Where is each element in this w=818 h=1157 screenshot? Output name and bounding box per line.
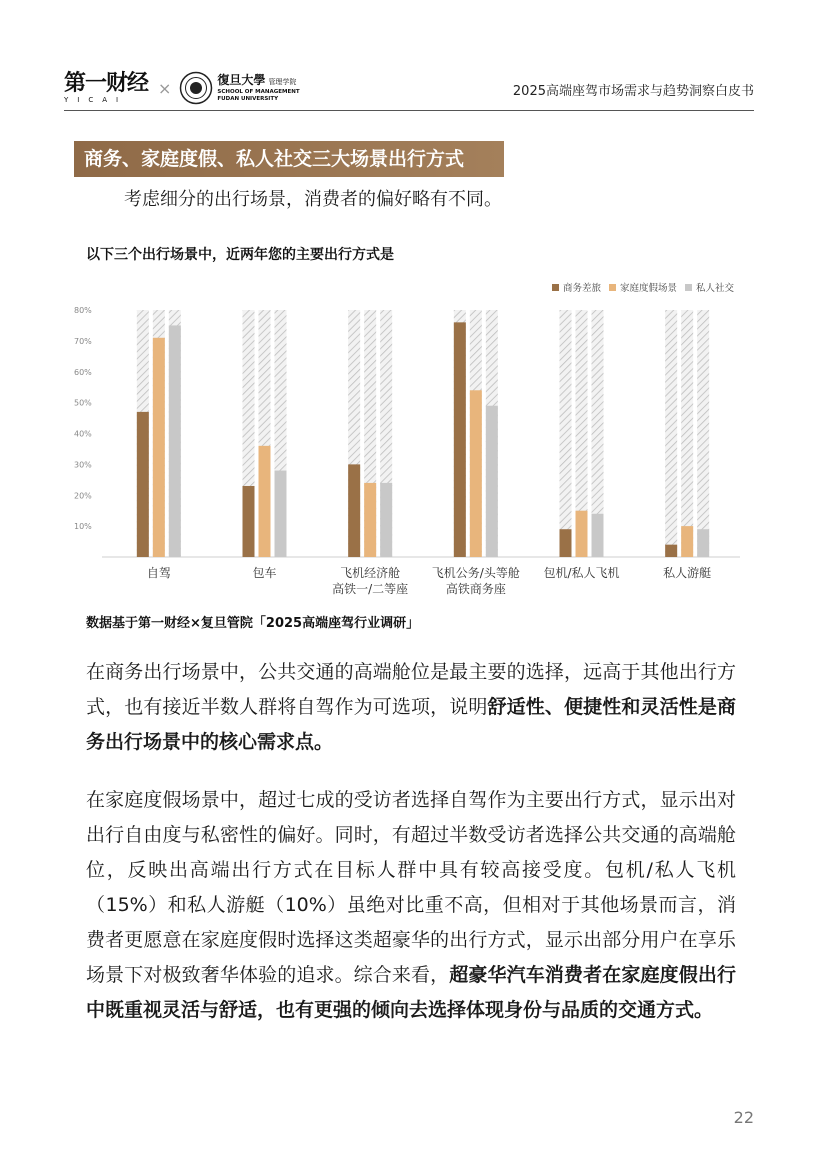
paragraph-business: 在商务出行场景中，公共交通的高端舱位是最主要的选择，远高于其他出行方式，也有接近半数人群将自驾作为可选项，说明舒适性、便捷性和灵活性是商务出行场景中的核心需求点。 xyxy=(86,661,736,753)
legend-swatch xyxy=(685,284,692,291)
bar-chart xyxy=(70,298,750,598)
chart-legend xyxy=(544,280,734,294)
yicai-logo-cn: 第一财经 xyxy=(64,70,149,96)
legend-label: 家庭度假场景 xyxy=(619,283,677,294)
yicai-logo xyxy=(64,70,149,104)
x-category-label: 私人游艇 xyxy=(663,566,712,580)
bar-background xyxy=(681,310,693,557)
bar-0-0 xyxy=(137,412,149,557)
bar-1-0 xyxy=(243,486,255,557)
bar-2-0 xyxy=(348,464,360,557)
y-tick-label: 60% xyxy=(74,367,92,377)
legend-label: 商务差旅 xyxy=(562,283,601,294)
y-tick-label: 50% xyxy=(74,398,92,408)
bar-0-1 xyxy=(153,338,165,557)
bar-3-1 xyxy=(470,390,482,557)
bar-2-2 xyxy=(380,483,392,557)
x-category-label: 飞机经济舱 xyxy=(340,566,401,580)
bar-background xyxy=(560,310,572,557)
logo-separator: × xyxy=(158,78,172,98)
section-title: 商务、家庭度假、私人社交三大场景出行方式 xyxy=(74,141,504,177)
x-category-label: 高铁一/二等座 xyxy=(332,582,409,596)
bar-5-2 xyxy=(697,529,709,557)
fudan-logo-cn: 復旦大學 管理学院 xyxy=(217,72,297,87)
x-category-label: 自驾 xyxy=(146,566,171,580)
bar-4-1 xyxy=(576,511,588,557)
bar-3-0 xyxy=(454,322,466,557)
fudan-logo-en-1: SCHOOL OF MANAGEMENT xyxy=(217,88,300,95)
legend-swatch xyxy=(609,284,616,291)
x-category-label: 包车 xyxy=(252,566,277,580)
x-category-label: 包机/私人飞机 xyxy=(543,566,620,580)
bar-3-2 xyxy=(486,406,498,557)
fudan-logo-en-2: FUDAN UNIVERSITY xyxy=(217,95,279,102)
y-tick-label: 80% xyxy=(74,306,92,315)
header-divider xyxy=(64,110,754,111)
paragraph-business-emphasis: 舒适性、便捷性和灵活性是商务出行场景中的核心需求点。 xyxy=(86,696,736,753)
document-title: 2025高端座驾市场需求与趋势洞察白皮书 xyxy=(512,84,754,99)
y-tick-label: 10% xyxy=(74,522,92,532)
bar-0-2 xyxy=(169,325,181,557)
y-tick-label: 20% xyxy=(74,491,92,501)
y-tick-label: 30% xyxy=(74,460,92,470)
bar-5-0 xyxy=(665,545,677,557)
yicai-logo-en: YICAI xyxy=(64,95,128,104)
x-category-label: 飞机公务/头等舱 xyxy=(431,566,520,580)
bar-2-1 xyxy=(364,483,376,557)
bar-4-0 xyxy=(560,529,572,557)
paragraph-family-emphasis: 超豪华汽车消费者在家庭度假出行中既重视灵活与舒适，也有更强的倾向去选择体现身份与品质的交通方式。 xyxy=(86,964,736,1021)
section-subtitle: 考虑细分的出行场景，消费者的偏好略有不同。 xyxy=(124,189,502,210)
y-tick-label: 40% xyxy=(74,429,92,439)
chart-title: 以下三个出行场景中，近两年您的主要出行方式是 xyxy=(86,247,394,263)
fudan-logo-text xyxy=(217,74,299,103)
page-number: 22 xyxy=(733,1108,754,1127)
header-logos xyxy=(64,68,300,108)
legend-item-2 xyxy=(685,280,734,294)
bar-background xyxy=(665,310,677,557)
data-source-note: 数据基于第一财经×复旦管院「2025高端座驾行业调研」 xyxy=(86,616,420,631)
bar-background xyxy=(697,310,709,557)
x-category-label: 高铁商务座 xyxy=(445,582,506,596)
bar-4-2 xyxy=(592,514,604,557)
bar-1-2 xyxy=(275,471,287,557)
bar-1-1 xyxy=(259,446,271,557)
legend-swatch xyxy=(552,284,559,291)
legend-label: 私人社交 xyxy=(695,283,734,294)
legend-item-0 xyxy=(552,280,601,294)
paragraph-family: 在家庭度假场景中，超过七成的受访者选择自驾作为主要出行方式，显示出对出行自由度与私密性的偏好。同时，有超过半数受访者选择公共交通的高端舱位，反映出高端出行方式在目标人群中具有较高接受度。包机/私人飞机（15%）和私人游艇（10%）虽绝对比重不高，但相对于其他场景而言，消费者更愿意在家庭度假时选择这类超豪华的出行方式，显示出部分用户在享乐场景下对极致奢华体验的追求。综合来看，超豪华汽车消费者在家庭度假出行中既重视灵活与舒适，也有更强的倾向去选择体现身份与品质的交通方式。 xyxy=(86,789,736,1021)
y-tick-label: 70% xyxy=(74,336,92,346)
bar-5-1 xyxy=(681,526,693,557)
fudan-seal-icon xyxy=(179,71,213,105)
legend-item-1 xyxy=(609,280,677,294)
